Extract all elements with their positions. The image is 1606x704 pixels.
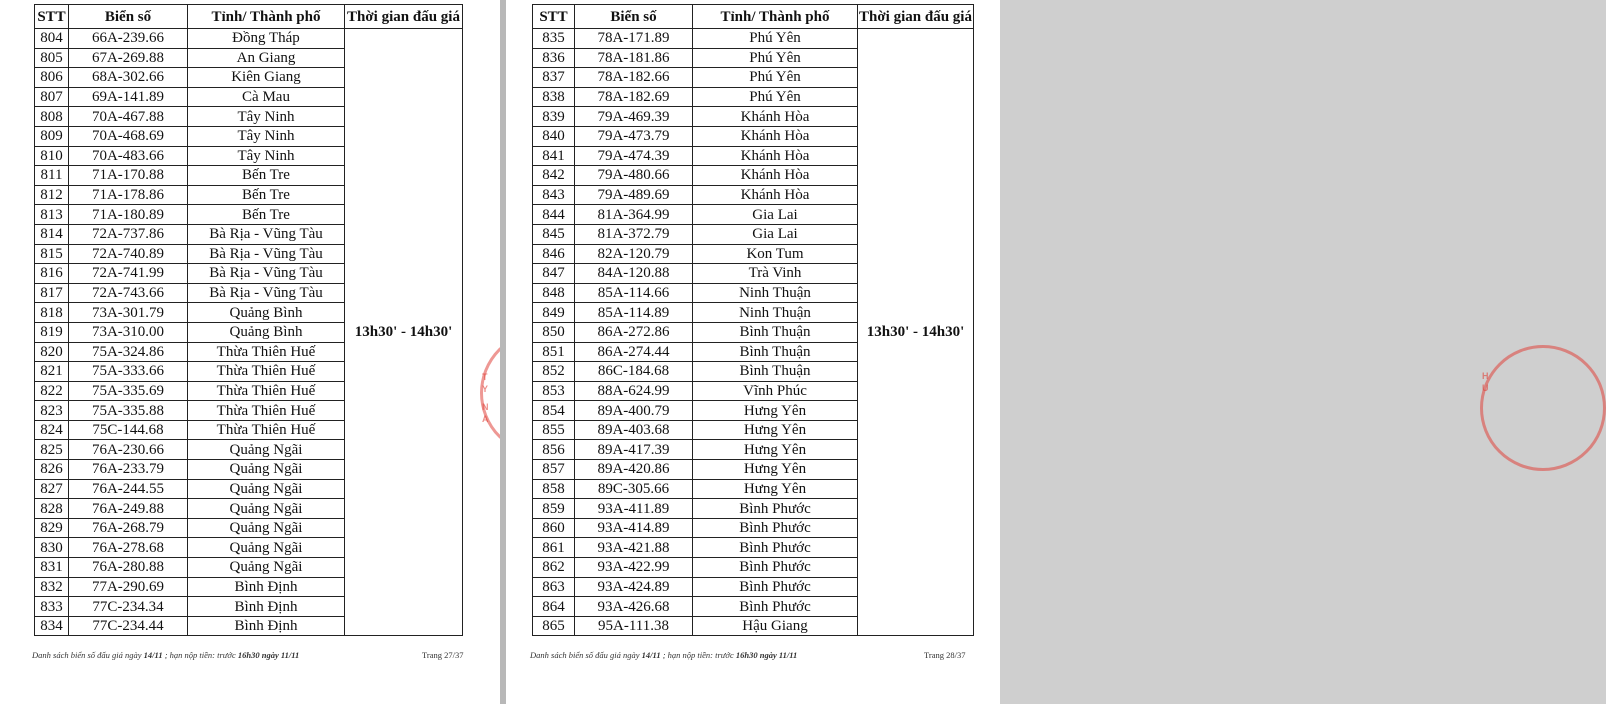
cell-stt: 826: [35, 460, 69, 480]
cell-stt: 844: [533, 205, 575, 225]
cell-stt: 859: [533, 499, 575, 519]
header-stt: STT: [35, 5, 69, 29]
cell-province: Quảng Ngãi: [188, 558, 345, 578]
cell-stt: 860: [533, 518, 575, 538]
cell-province: Quảng Bình: [188, 303, 345, 323]
cell-plate: 89A-417.39: [575, 440, 693, 460]
cell-plate: 95A-111.38: [575, 616, 693, 636]
cell-stt: 857: [533, 460, 575, 480]
cell-stt: 820: [35, 342, 69, 362]
cell-province: Quảng Ngãi: [188, 518, 345, 538]
cell-stt: 821: [35, 362, 69, 382]
cell-province: Quảng Ngãi: [188, 460, 345, 480]
cell-plate: 70A-483.66: [69, 146, 188, 166]
cell-stt: 840: [533, 126, 575, 146]
cell-stt: 834: [35, 616, 69, 636]
cell-province: Hưng Yên: [693, 460, 858, 480]
cell-province: Hưng Yên: [693, 401, 858, 421]
cell-stt: 825: [35, 440, 69, 460]
cell-stt: 831: [35, 558, 69, 578]
cell-province: Trà Vinh: [693, 264, 858, 284]
cell-province: Hậu Giang: [693, 616, 858, 636]
cell-province: An Giang: [188, 48, 345, 68]
cell-province: Bà Rịa - Vũng Tàu: [188, 224, 345, 244]
cell-province: Bình Phước: [693, 577, 858, 597]
cell-province: Thừa Thiên Huế: [188, 420, 345, 440]
cell-plate: 69A-141.89: [69, 87, 188, 107]
cell-stt: 810: [35, 146, 69, 166]
cell-plate: 76A-230.66: [69, 440, 188, 460]
cell-stt: 847: [533, 264, 575, 284]
cell-plate: 78A-182.66: [575, 68, 693, 88]
cell-stt: 808: [35, 107, 69, 127]
cell-plate: 86C-184.68: [575, 362, 693, 382]
table-header-row: [533, 5, 974, 29]
cell-stt: 824: [35, 420, 69, 440]
cell-plate: 86A-274.44: [575, 342, 693, 362]
cell-plate: 93A-422.99: [575, 558, 693, 578]
cell-plate: 89C-305.66: [575, 479, 693, 499]
cell-province: Bình Phước: [693, 499, 858, 519]
cell-province: Hưng Yên: [693, 440, 858, 460]
cell-province: Bình Định: [188, 577, 345, 597]
cell-stt: 861: [533, 538, 575, 558]
cell-province: Hưng Yên: [693, 420, 858, 440]
cell-plate: 93A-414.89: [575, 518, 693, 538]
page-number: Trang 27/37: [422, 650, 464, 660]
cell-plate: 78A-182.69: [575, 87, 693, 107]
cell-province: Thừa Thiên Huế: [188, 342, 345, 362]
document-page-right: [506, 0, 1489, 704]
cell-stt: 849: [533, 303, 575, 323]
cell-plate: 93A-426.68: [575, 597, 693, 617]
cell-stt: 863: [533, 577, 575, 597]
cell-plate: 66A-239.66: [69, 29, 188, 49]
red-seal-stamp: T Y N A: [474, 330, 500, 460]
header-province: Tỉnh/ Thành phố: [188, 5, 345, 29]
cell-plate: 93A-411.89: [575, 499, 693, 519]
cell-plate: 79A-473.79: [575, 126, 693, 146]
cell-plate: 88A-624.99: [575, 381, 693, 401]
cell-province: Tây Ninh: [188, 107, 345, 127]
cell-province: Phú Yên: [693, 48, 858, 68]
cell-plate: 79A-480.66: [575, 166, 693, 186]
cell-province: Khánh Hòa: [693, 126, 858, 146]
cell-stt: 804: [35, 29, 69, 49]
cell-plate: 73A-301.79: [69, 303, 188, 323]
cell-plate: 89A-420.86: [575, 460, 693, 480]
cell-province: Bình Phước: [693, 518, 858, 538]
cell-plate: 86A-272.86: [575, 322, 693, 342]
cell-stt: 807: [35, 87, 69, 107]
cell-plate: 85A-114.66: [575, 283, 693, 303]
cell-plate: 81A-364.99: [575, 205, 693, 225]
cell-stt: 835: [533, 29, 575, 49]
cell-province: Bà Rịa - Vũng Tàu: [188, 264, 345, 284]
cell-stt: 815: [35, 244, 69, 264]
cell-auction-time: 13h30' - 14h30': [858, 29, 974, 636]
cell-stt: 809: [35, 126, 69, 146]
cell-plate: 71A-170.88: [69, 166, 188, 186]
cell-stt: 817: [35, 283, 69, 303]
cell-plate: 77C-234.34: [69, 597, 188, 617]
cell-stt: 830: [35, 538, 69, 558]
cell-plate: 79A-469.39: [575, 107, 693, 127]
cell-province: Đồng Tháp: [188, 29, 345, 49]
header-time: Thời gian đấu giá: [345, 5, 463, 29]
cell-province: Thừa Thiên Huế: [188, 362, 345, 382]
cell-plate: 75A-324.86: [69, 342, 188, 362]
header-plate: Biển số: [575, 5, 693, 29]
footer-note: Danh sách biển số đấu giá ngày 14/11 ; hạn nộp tiền: trước 16h30 ngày 11/11: [530, 650, 798, 660]
table-header-row: [35, 5, 463, 29]
cell-province: Bà Rịa - Vũng Tàu: [188, 283, 345, 303]
cell-province: Quảng Bình: [188, 322, 345, 342]
header-stt: STT: [533, 5, 575, 29]
cell-province: Bình Phước: [693, 538, 858, 558]
cell-province: Quảng Ngãi: [188, 479, 345, 499]
cell-province: Tây Ninh: [188, 126, 345, 146]
cell-province: Bình Thuận: [693, 342, 858, 362]
cell-stt: 865: [533, 616, 575, 636]
cell-province: Hưng Yên: [693, 479, 858, 499]
cell-plate: 67A-269.88: [69, 48, 188, 68]
cell-stt: 842: [533, 166, 575, 186]
cell-plate: 77A-290.69: [69, 577, 188, 597]
cell-province: Thừa Thiên Huế: [188, 381, 345, 401]
cell-stt: 864: [533, 597, 575, 617]
cell-plate: 71A-178.86: [69, 185, 188, 205]
cell-province: Quảng Ngãi: [188, 440, 345, 460]
cell-stt: 858: [533, 479, 575, 499]
cell-stt: 832: [35, 577, 69, 597]
cell-plate: 75C-144.68: [69, 420, 188, 440]
cell-stt: 855: [533, 420, 575, 440]
cell-plate: 70A-468.69: [69, 126, 188, 146]
cell-plate: 84A-120.88: [575, 264, 693, 284]
cell-stt: 839: [533, 107, 575, 127]
cell-plate: 82A-120.79: [575, 244, 693, 264]
cell-province: Gia Lai: [693, 205, 858, 225]
cell-stt: 811: [35, 166, 69, 186]
cell-stt: 827: [35, 479, 69, 499]
cell-province: Phú Yên: [693, 29, 858, 49]
cell-province: Bình Thuận: [693, 362, 858, 382]
cell-province: Quảng Ngãi: [188, 538, 345, 558]
cell-plate: 75A-335.69: [69, 381, 188, 401]
cell-plate: 93A-424.89: [575, 577, 693, 597]
cell-province: Ninh Thuận: [693, 303, 858, 323]
cell-province: Gia Lai: [693, 224, 858, 244]
table-row: [533, 29, 974, 49]
cell-stt: 846: [533, 244, 575, 264]
cell-plate: 72A-741.99: [69, 264, 188, 284]
cell-stt: 854: [533, 401, 575, 421]
cell-province: Kiên Giang: [188, 68, 345, 88]
cell-stt: 828: [35, 499, 69, 519]
header-time: Thời gian đấu giá: [858, 5, 974, 29]
cell-province: Khánh Hòa: [693, 185, 858, 205]
cell-stt: 806: [35, 68, 69, 88]
cell-stt: 836: [533, 48, 575, 68]
cell-province: Khánh Hòa: [693, 166, 858, 186]
cell-stt: 819: [35, 322, 69, 342]
cell-province: Tây Ninh: [188, 146, 345, 166]
cell-province: Ninh Thuận: [693, 283, 858, 303]
cell-stt: 845: [533, 224, 575, 244]
cell-province: Thừa Thiên Huế: [188, 401, 345, 421]
cell-plate: 79A-474.39: [575, 146, 693, 166]
table-row: [35, 29, 463, 49]
cell-plate: 72A-743.66: [69, 283, 188, 303]
cell-province: Bình Phước: [693, 597, 858, 617]
cell-plate: 73A-310.00: [69, 322, 188, 342]
cell-stt: 862: [533, 558, 575, 578]
cell-plate: 78A-181.86: [575, 48, 693, 68]
plate-table-right: [532, 4, 974, 636]
cell-stt: 812: [35, 185, 69, 205]
cell-plate: 76A-244.55: [69, 479, 188, 499]
cell-stt: 852: [533, 362, 575, 382]
cell-province: Bình Định: [188, 597, 345, 617]
cell-plate: 75A-335.88: [69, 401, 188, 421]
cell-plate: 76A-268.79: [69, 518, 188, 538]
cell-stt: 841: [533, 146, 575, 166]
cell-province: Phú Yên: [693, 68, 858, 88]
cell-stt: 848: [533, 283, 575, 303]
cell-province: Quảng Ngãi: [188, 499, 345, 519]
cell-stt: 813: [35, 205, 69, 225]
page-number: Trang 28/37: [924, 650, 966, 660]
cell-province: Bình Phước: [693, 558, 858, 578]
cell-province: Cà Mau: [188, 87, 345, 107]
footer-note: Danh sách biển số đấu giá ngày 14/11 ; hạn nộp tiền: trước 16h30 ngày 11/11: [32, 650, 300, 660]
cell-plate: 76A-249.88: [69, 499, 188, 519]
cell-stt: 805: [35, 48, 69, 68]
header-plate: Biển số: [69, 5, 188, 29]
cell-plate: 76A-278.68: [69, 538, 188, 558]
cell-stt: 822: [35, 381, 69, 401]
cell-stt: 816: [35, 264, 69, 284]
cell-plate: 79A-489.69: [575, 185, 693, 205]
cell-stt: 850: [533, 322, 575, 342]
cell-plate: 78A-171.89: [575, 29, 693, 49]
plate-table-left: [34, 4, 463, 636]
document-page-left: [0, 0, 500, 704]
cell-stt: 829: [35, 518, 69, 538]
cell-province: Bà Rịa - Vũng Tàu: [188, 244, 345, 264]
cell-plate: 76A-280.88: [69, 558, 188, 578]
cell-stt: 838: [533, 87, 575, 107]
cell-stt: 823: [35, 401, 69, 421]
cell-stt: 853: [533, 381, 575, 401]
header-province: Tỉnh/ Thành phố: [693, 5, 858, 29]
cell-province: Khánh Hòa: [693, 107, 858, 127]
cell-province: Khánh Hòa: [693, 146, 858, 166]
cell-plate: 70A-467.88: [69, 107, 188, 127]
cell-stt: 837: [533, 68, 575, 88]
cell-stt: 833: [35, 597, 69, 617]
cell-auction-time: 13h30' - 14h30': [345, 29, 463, 636]
cell-plate: 68A-302.66: [69, 68, 188, 88]
cell-plate: 85A-114.89: [575, 303, 693, 323]
cell-plate: 89A-400.79: [575, 401, 693, 421]
cell-plate: 72A-737.86: [69, 224, 188, 244]
cell-plate: 76A-233.79: [69, 460, 188, 480]
cell-province: Phú Yên: [693, 87, 858, 107]
cell-province: Vĩnh Phúc: [693, 381, 858, 401]
cell-plate: 75A-333.66: [69, 362, 188, 382]
cell-stt: 818: [35, 303, 69, 323]
cell-plate: 81A-372.79: [575, 224, 693, 244]
cell-province: Bến Tre: [188, 205, 345, 225]
cell-plate: 71A-180.89: [69, 205, 188, 225]
cell-province: Bình Định: [188, 616, 345, 636]
cell-province: Bến Tre: [188, 185, 345, 205]
cell-plate: 93A-421.88: [575, 538, 693, 558]
cell-province: Bến Tre: [188, 166, 345, 186]
cell-stt: 843: [533, 185, 575, 205]
cell-province: Bình Thuận: [693, 322, 858, 342]
cell-plate: 72A-740.89: [69, 244, 188, 264]
red-seal-stamp: H U: [1474, 345, 1500, 475]
cell-stt: 851: [533, 342, 575, 362]
cell-plate: 77C-234.44: [69, 616, 188, 636]
cell-plate: 89A-403.68: [575, 420, 693, 440]
cell-province: Kon Tum: [693, 244, 858, 264]
cell-stt: 856: [533, 440, 575, 460]
cell-stt: 814: [35, 224, 69, 244]
